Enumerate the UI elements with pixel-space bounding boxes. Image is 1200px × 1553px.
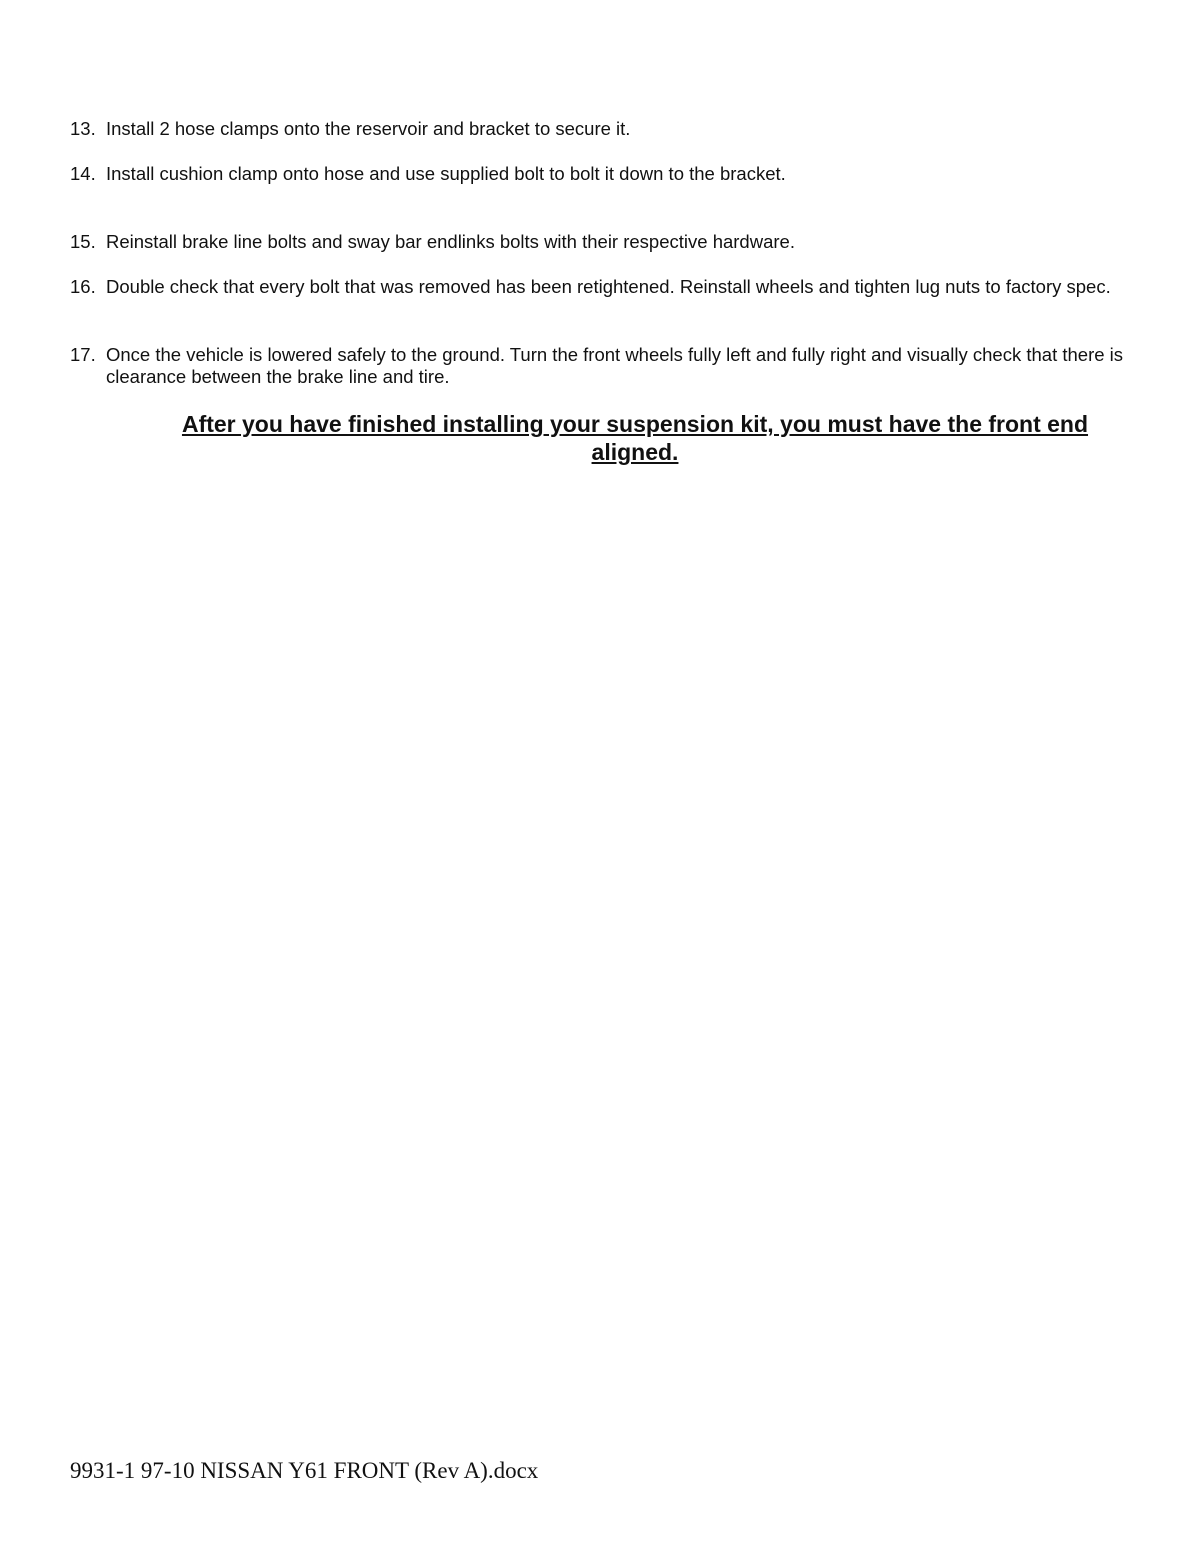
step-item	[70, 276, 1130, 298]
document-footer: 9931-1 97-10 NISSAN Y61 FRONT (Rev A).docx	[70, 1458, 539, 1483]
step-number: 15.	[70, 231, 96, 252]
step-text: Install cushion clamp onto hose and use supplied bolt to bolt it down to the bracket.	[106, 163, 786, 184]
step-text: Double check that every bolt that was removed has been retightened. Reinstall wheels and tighten lug nuts to factory spec.	[106, 276, 1111, 297]
step-number: 16.	[70, 276, 96, 297]
alignment-notice: After you have finished installing your suspension kit, you must have the front end aligned.	[181, 411, 1089, 465]
step-item	[70, 231, 1130, 253]
step-number: 13.	[70, 118, 96, 139]
step-number: 17.	[70, 344, 96, 365]
step-text: Reinstall brake line bolts and sway bar endlinks bolts with their respective hardware.	[106, 231, 795, 252]
step-text: Install 2 hose clamps onto the reservoir and bracket to secure it.	[106, 118, 631, 139]
step-number: 14.	[70, 163, 96, 184]
step-item	[70, 163, 1130, 185]
step-item	[70, 118, 1130, 140]
step-text: Once the vehicle is lowered safely to the ground. Turn the front wheels fully left and fully right and visually check that there is clearance between the brake line and tire.	[106, 344, 1124, 387]
step-item	[70, 344, 1130, 388]
